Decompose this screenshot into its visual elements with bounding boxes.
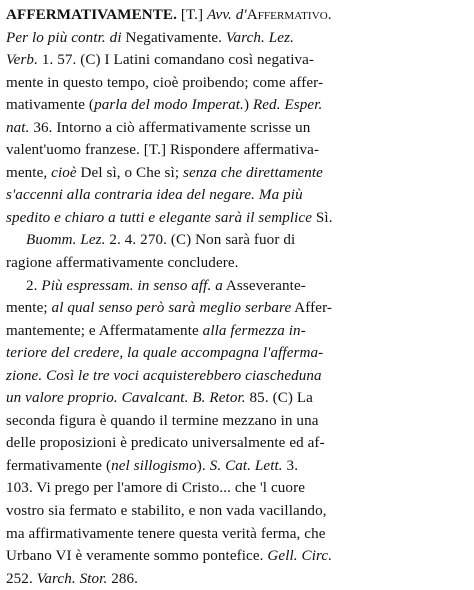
text-run: 252. [6, 570, 37, 587]
text-line [6, 275, 468, 298]
text-run: mente; [6, 300, 52, 317]
text-run: Red. Esper. [252, 97, 323, 114]
text-run: Affermativo. [246, 7, 332, 23]
text-run: [T.] [176, 7, 208, 23]
text-line [6, 94, 468, 117]
text-run: valent'uomo franzese. [T.] Rispondere affermativa- [6, 142, 320, 159]
text-line [6, 365, 468, 388]
text-run: Più espressam. in senso aff. a [41, 277, 223, 294]
text-run: ) [243, 97, 253, 114]
text-run: 85. (C) La [245, 390, 313, 407]
text-line [6, 545, 468, 568]
text-line [6, 297, 468, 320]
text-line [6, 207, 468, 230]
text-run: ma affirmativamente tenere questa verità ferma, che [6, 525, 326, 542]
text-run: Per lo più contr. di [6, 29, 122, 46]
text-run: al qual senso però sarà meglio serbare [51, 300, 292, 317]
text-line [6, 162, 468, 185]
text-run: 2. [26, 277, 42, 294]
text-run: Gell. Circ. [267, 548, 333, 565]
text-run: parla del modo Imperat. [94, 97, 244, 114]
text-line [6, 320, 468, 343]
text-run: Buomm. Lez. [26, 232, 106, 249]
text-run: mantemente; e Affermatamente [6, 322, 203, 339]
text-run: Sì. [312, 209, 333, 226]
text-line [6, 410, 468, 433]
text-line [6, 72, 468, 95]
text-line [6, 139, 468, 162]
text-run: Verb. [6, 52, 38, 69]
text-line [6, 184, 468, 207]
text-run: 286. [107, 570, 139, 587]
text-run: mente, [6, 164, 52, 181]
text-line [6, 568, 468, 590]
text-run: spedito e chiaro a tutti e elegante sarà il semplice [6, 209, 313, 226]
text-line [6, 432, 468, 455]
text-line [6, 477, 468, 500]
text-run: s'accenni alla contraria idea del negare. Ma più [6, 187, 303, 204]
text-run: zione. Così le tre voci acquisterebbero ciascheduna [6, 367, 322, 384]
text-line [6, 229, 468, 252]
text-run: 3. [282, 457, 299, 474]
text-line [6, 27, 468, 50]
text-run: Affer- [291, 300, 333, 317]
text-run: Urbano VI è veramente sommo pontefice. [6, 548, 268, 565]
text-run: un valore proprio. Cavalcant. B. Retor. [6, 390, 246, 407]
text-run: cioè [51, 164, 77, 181]
text-run: vostro sia fermato e stabilito, e non vada vacillando, [6, 503, 327, 520]
text-line [6, 500, 468, 523]
text-run: nat. [6, 119, 30, 136]
text-run: S. Cat. Lett. [209, 457, 283, 474]
text-run: Del sì, o Che sì; [76, 164, 183, 181]
text-run: 2. 4. 270. (C) Non sarà fuor di [105, 232, 296, 249]
text-line [6, 455, 468, 478]
text-run: teriore del credere, la quale accompagna l'afferma- [6, 345, 324, 362]
text-run: senza che direttamente [182, 164, 323, 181]
text-run: Varch. Lez. [225, 29, 294, 46]
text-run: 1. 57. (C) I Latini comandano così negativa- [37, 52, 315, 69]
headword: AFFERMATIVAMENTE. [6, 7, 177, 23]
text-run: alla fermezza in- [202, 322, 306, 339]
text-run: mente in questo tempo, cioè proibendo; come affer- [6, 74, 324, 91]
text-line [6, 342, 468, 365]
text-line [6, 117, 468, 140]
text-run: Avv. d' [207, 7, 247, 23]
text-run: delle proposizioni è predicato universalmente ed af- [6, 435, 325, 452]
text-line [6, 4, 468, 27]
text-run: 103. Vi prego per l'amore di Cristo... che 'l cuore [6, 480, 305, 497]
text-line [6, 49, 468, 72]
text-run: mativamente ( [6, 97, 95, 114]
text-run: ragione affermativamente concludere. [6, 255, 239, 272]
text-run: seconda figura è quando il termine mezzano in una [6, 412, 319, 429]
text-run: fermativamente ( [6, 457, 112, 474]
text-run: Negativamente. [121, 29, 226, 46]
text-line [6, 523, 468, 546]
text-run: Asseverante- [222, 277, 306, 294]
text-line [6, 252, 468, 275]
entry-text-body [6, 4, 468, 590]
text-run: ). [196, 457, 210, 474]
text-run: nel sillogismo [111, 457, 197, 474]
text-run: Varch. Stor. [36, 570, 108, 587]
text-run: 36. Intorno a ciò affermativamente scrisse un [29, 119, 311, 136]
text-line [6, 387, 468, 410]
